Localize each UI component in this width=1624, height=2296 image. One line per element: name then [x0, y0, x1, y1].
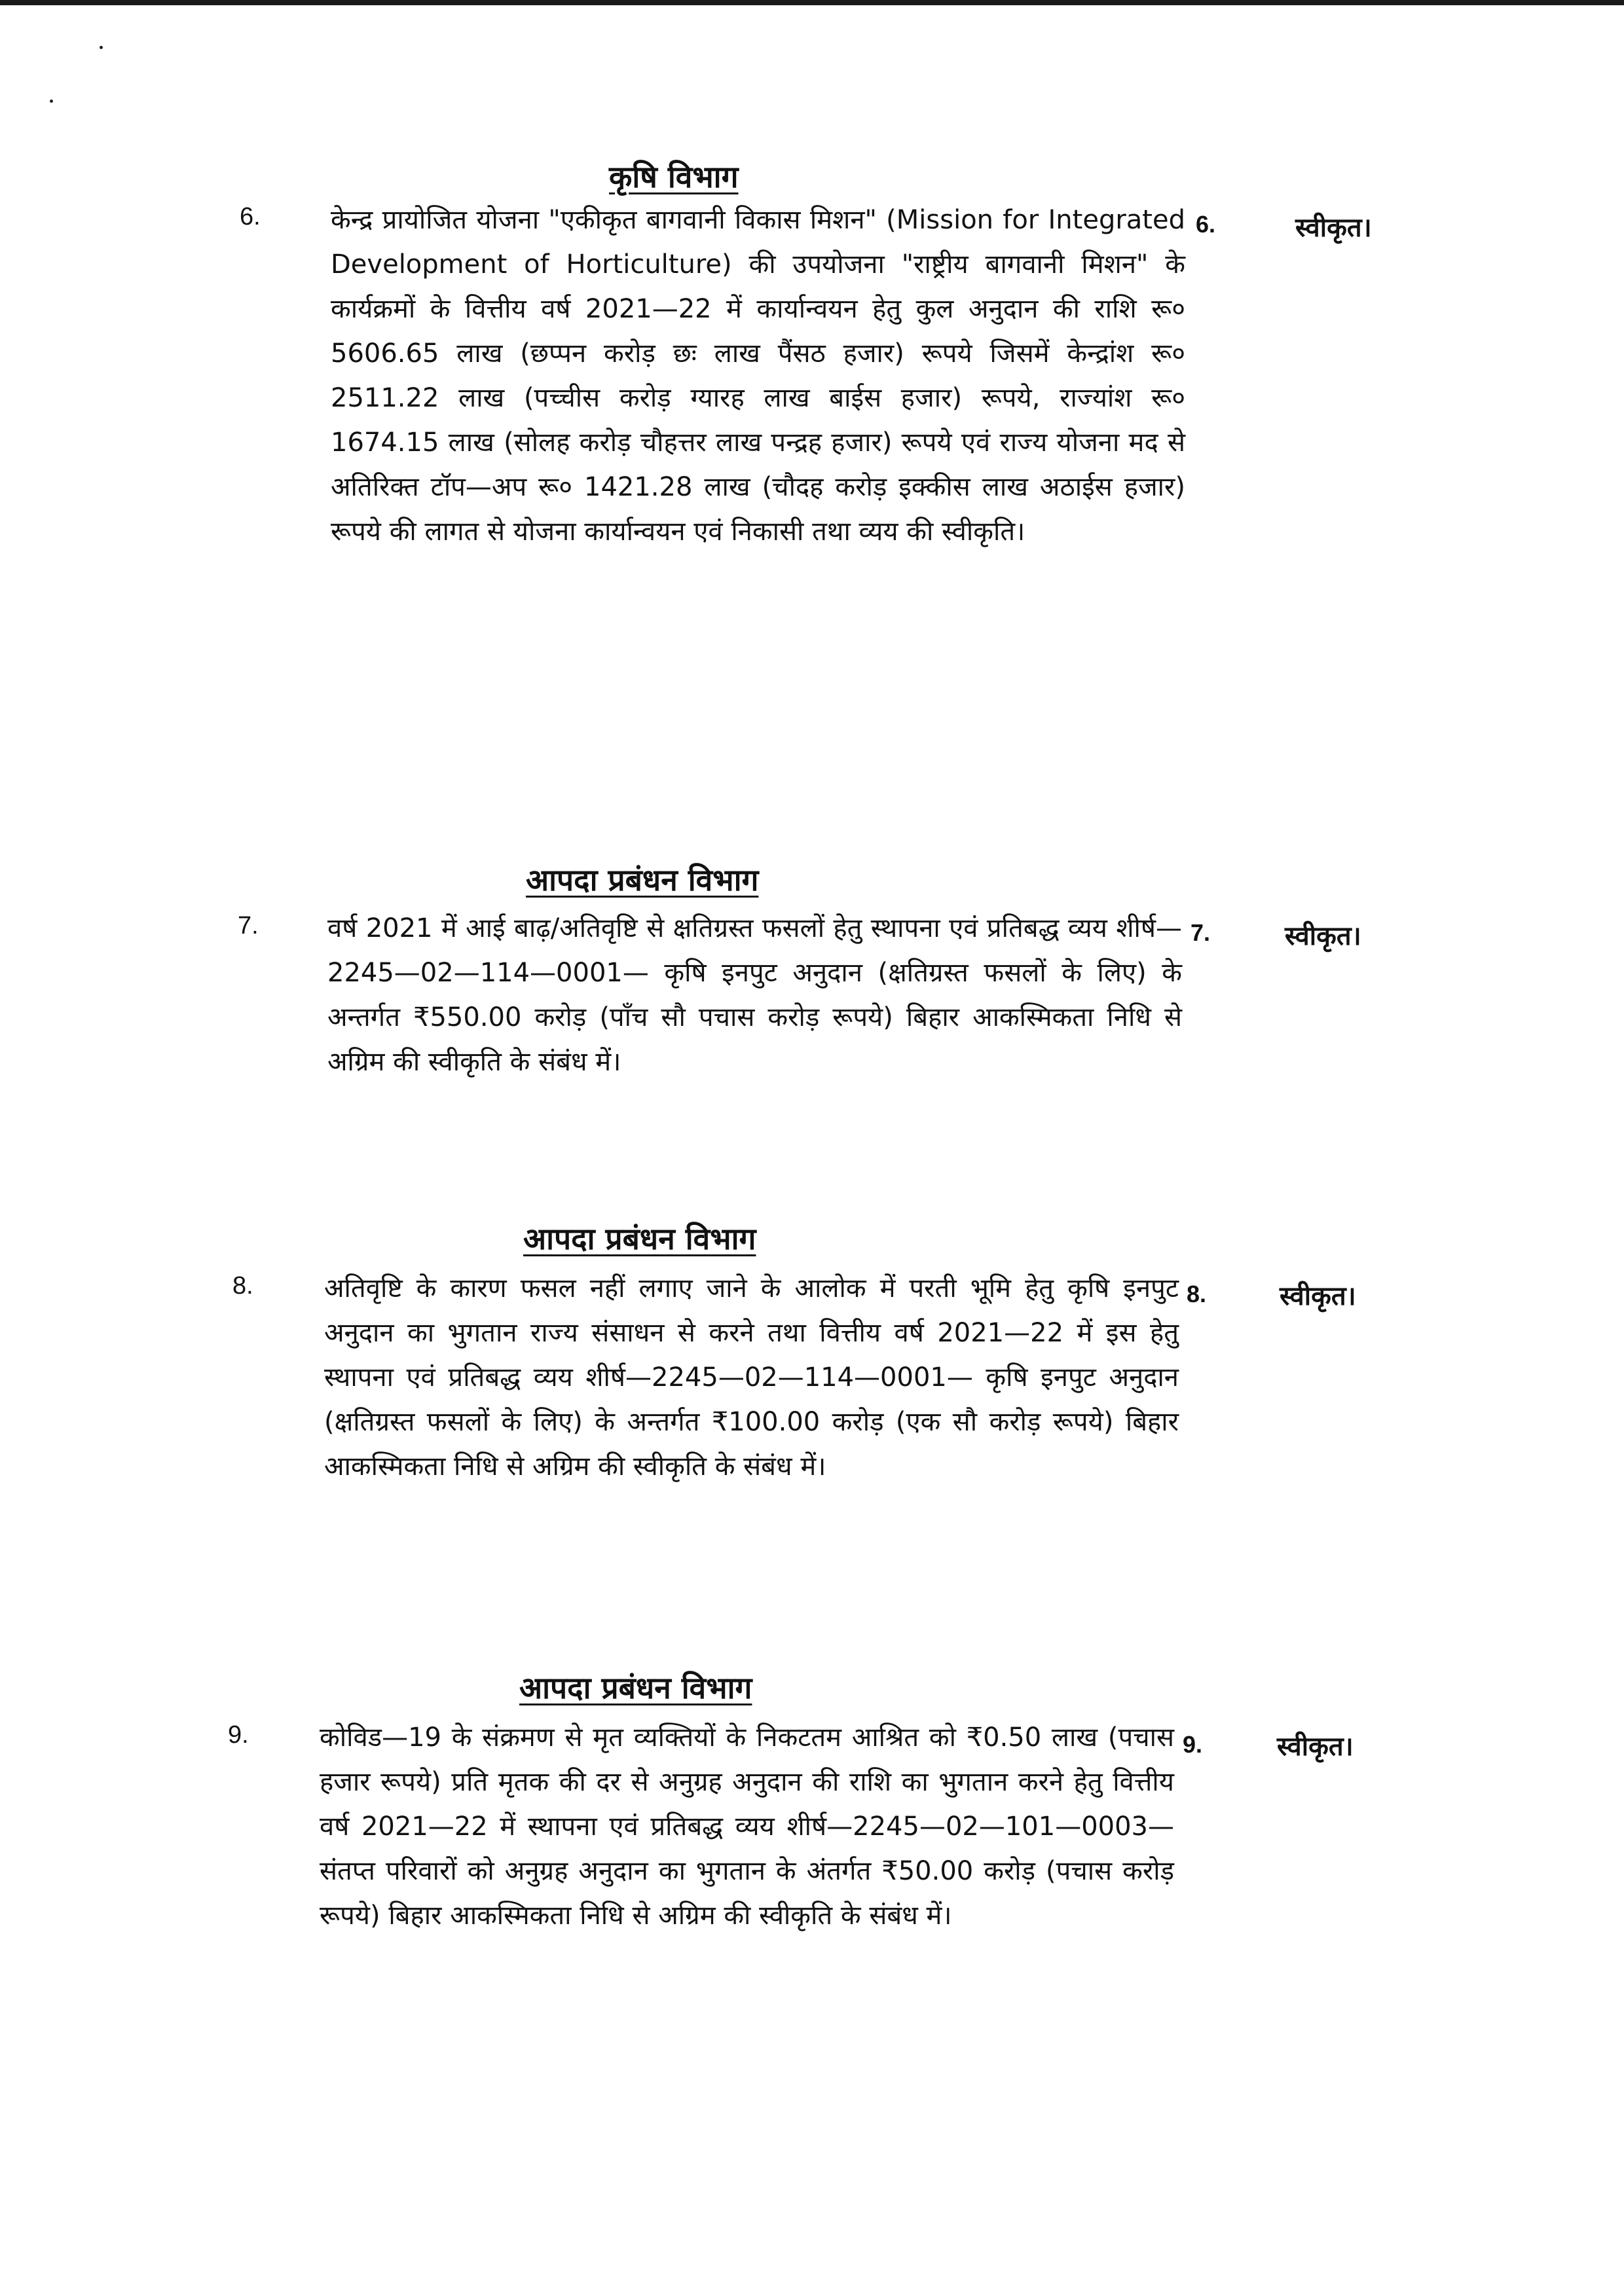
item-number: 9. [228, 1721, 249, 1749]
department-heading: आपदा प्रबंधन विभाग [526, 862, 759, 898]
department-heading: आपदा प्रबंधन विभाग [523, 1221, 756, 1256]
decision-status: स्वीकृत। [1285, 921, 1361, 951]
scan-speck [50, 100, 53, 103]
decision-status: स्वीकृत। [1295, 213, 1372, 243]
item-number: 7. [238, 912, 259, 939]
scan-speck [100, 46, 103, 49]
item-description: कोविड—19 के संक्रमण से मृत व्यक्तियों के निकटतम आश्रित को ₹0.50 लाख (पचास हजार रूपये) प्रति मृतक की दर से अनुग्रह अनुदान की राशि का भुगतान करने हेतु वित्तीय वर्ष 2021—22 में स्थापना एवं प्रतिबद्ध व्यय शीर्ष—2245—02—101—0003—संतप्त परिवारों को अनुग्रह अनुदान का भुगतान के अंतर्गत ₹50.00 करोड़ (पचास करोड़ रूपये) बिहार आकस्मिकता निधि से अग्रिम की स्वीकृति के संबंध में। [320, 1722, 1174, 1931]
item-description: अतिवृष्टि के कारण फसल नहीं लगाए जाने के आलोक में परती भूमि हेतु कृषि इनपुट अनुदान का भुगतान राज्य संसाधन से करने तथा वित्तीय वर्ष 2021—22 में इस हेतु स्थापना एवं प्रतिबद्ध व्यय शीर्ष—2245—02—114—0001— कृषि इनपुट अनुदान (क्षतिग्रस्त फसलों के लिए) के अन्तर्गत ₹100.00 करोड़ (एक सौ करोड़ रूपये) बिहार आकस्मिकता निधि से अग्रिम की स्वीकृति के संबंध में। [324, 1273, 1179, 1482]
decision-status: स्वीकृत। [1280, 1281, 1356, 1311]
decision-number: 8. [1187, 1281, 1207, 1307]
decision-number: 7. [1190, 919, 1211, 946]
item-number: 6. [240, 203, 261, 230]
item-description: केन्द्र प्रायोजित योजना "एकीकृत बागवानी विकास मिशन" (Mission for Integrated Development of Horticulture) की उपयोजना "राष्ट्रीय बागवानी मिशन" के कार्यक्रमों के वित्तीय वर्ष 2021—22 में कार्यान्वयन हेतु कुल अनुदान की राशि रू० 5606.65 लाख (छप्पन करोड़ छः लाख पैंसठ हजार) रूपये जिसमें केन्द्रांश रू० 2511.22 लाख (पच्चीस करोड़ ग्यारह लाख बाईस हजार) रूपये, राज्यांश रू० 1674.15 लाख (सोलह करोड़ चौहत्तर लाख पन्द्रह हजार) रूपये एवं राज्य योजना मद से अतिरिक्त टॉप—अप रू० 1421.28 लाख (चौदह करोड़ इक्कीस लाख अठाईस हजार) रूपये की लागत से योजना कार्यान्वयन एवं निकासी तथा व्यय की स्वीकृति। [331, 205, 1185, 547]
item-description: वर्ष 2021 में आई बाढ़/अतिवृष्टि से क्षतिग्रस्त फसलों हेतु स्थापना एवं प्रतिबद्ध व्यय शीर्ष—2245—02—114—0001— कृषि इनपुट अनुदान (क्षतिग्रस्त फसलों के लिए) के अन्तर्गत ₹550.00 करोड़ (पाँच सौ पचास करोड़ रूपये) बिहार आकस्मिकता निधि से अग्रिम की स्वीकृति के संबंध में। [327, 913, 1182, 1077]
decision-number: 9. [1183, 1731, 1203, 1758]
page-top-edge [0, 0, 1624, 5]
item-number: 8. [232, 1272, 253, 1300]
department-heading: कृषि विभाग [609, 159, 739, 194]
decision-number: 6. [1196, 211, 1216, 238]
department-heading: आपदा प्रबंधन विभाग [519, 1670, 752, 1705]
decision-status: स्वीकृत। [1277, 1732, 1354, 1762]
